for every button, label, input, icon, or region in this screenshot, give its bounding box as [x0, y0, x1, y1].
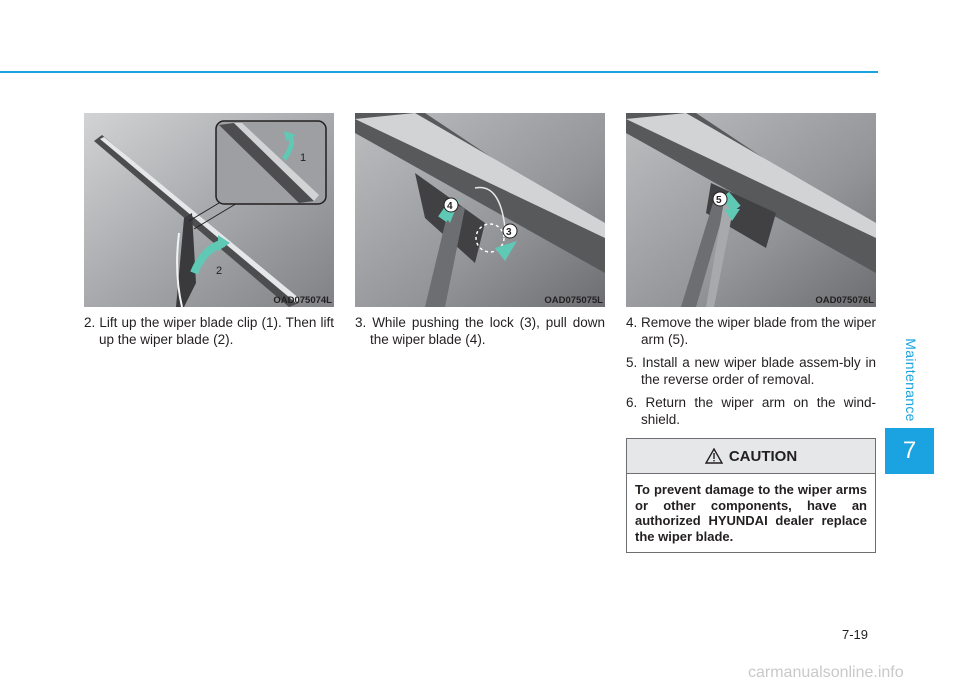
figure-wiper-lock [355, 113, 605, 307]
caution-title: CAUTION [728, 447, 798, 465]
callout-3: 3 [506, 227, 512, 238]
step-2 [84, 314, 334, 354]
step-number: 2. [84, 315, 96, 330]
steps-4-to-6 [626, 314, 876, 434]
figure-code: OAD075075L [544, 295, 603, 306]
step-3 [355, 314, 605, 354]
warning-triangle-icon [705, 448, 723, 464]
callout-5: 5 [716, 195, 722, 206]
callout-1: 1 [300, 152, 307, 164]
figure-wiper-clip [84, 113, 334, 307]
caution-text: To prevent damage to the wiper arms or other components, have an authorized HYUNDAI dealer replace the wiper blade. [635, 482, 867, 544]
caution-header [627, 439, 875, 474]
footer-watermark: carmanualsonline.info [748, 664, 904, 681]
callout-2: 2 [216, 265, 223, 277]
chapter-tab[interactable] [885, 428, 934, 474]
callout-4: 4 [447, 201, 453, 212]
chapter-number: 7 [902, 437, 917, 464]
step-text: Lift up the wiper blade clip (1). Then lift up the wiper blade (2). [99, 315, 334, 347]
figure-code: OAD075074L [273, 295, 332, 306]
wiper-arm-illustration [626, 113, 876, 307]
wiper-lock-illustration [355, 113, 605, 307]
figure-wiper-arm [626, 113, 876, 307]
step-number: 3. [355, 315, 367, 330]
step-5: 5. Install a new wiper blade assem-bly in the reverse order of removal. [626, 355, 876, 387]
step-4: 4. Remove the wiper blade from the wiper arm (5). [626, 315, 876, 347]
page-number: 7-19 [842, 627, 869, 642]
wiper-clip-illustration [84, 113, 334, 307]
step-6: 6. Return the wiper arm on the wind-shield. [626, 395, 876, 427]
step-text: While pushing the lock (3), pull down the wiper blade (4). [370, 315, 605, 347]
section-label: Maintenance [903, 338, 919, 422]
caution-box [626, 438, 876, 553]
header-rule [0, 71, 878, 73]
figure-code: OAD075076L [815, 295, 874, 306]
